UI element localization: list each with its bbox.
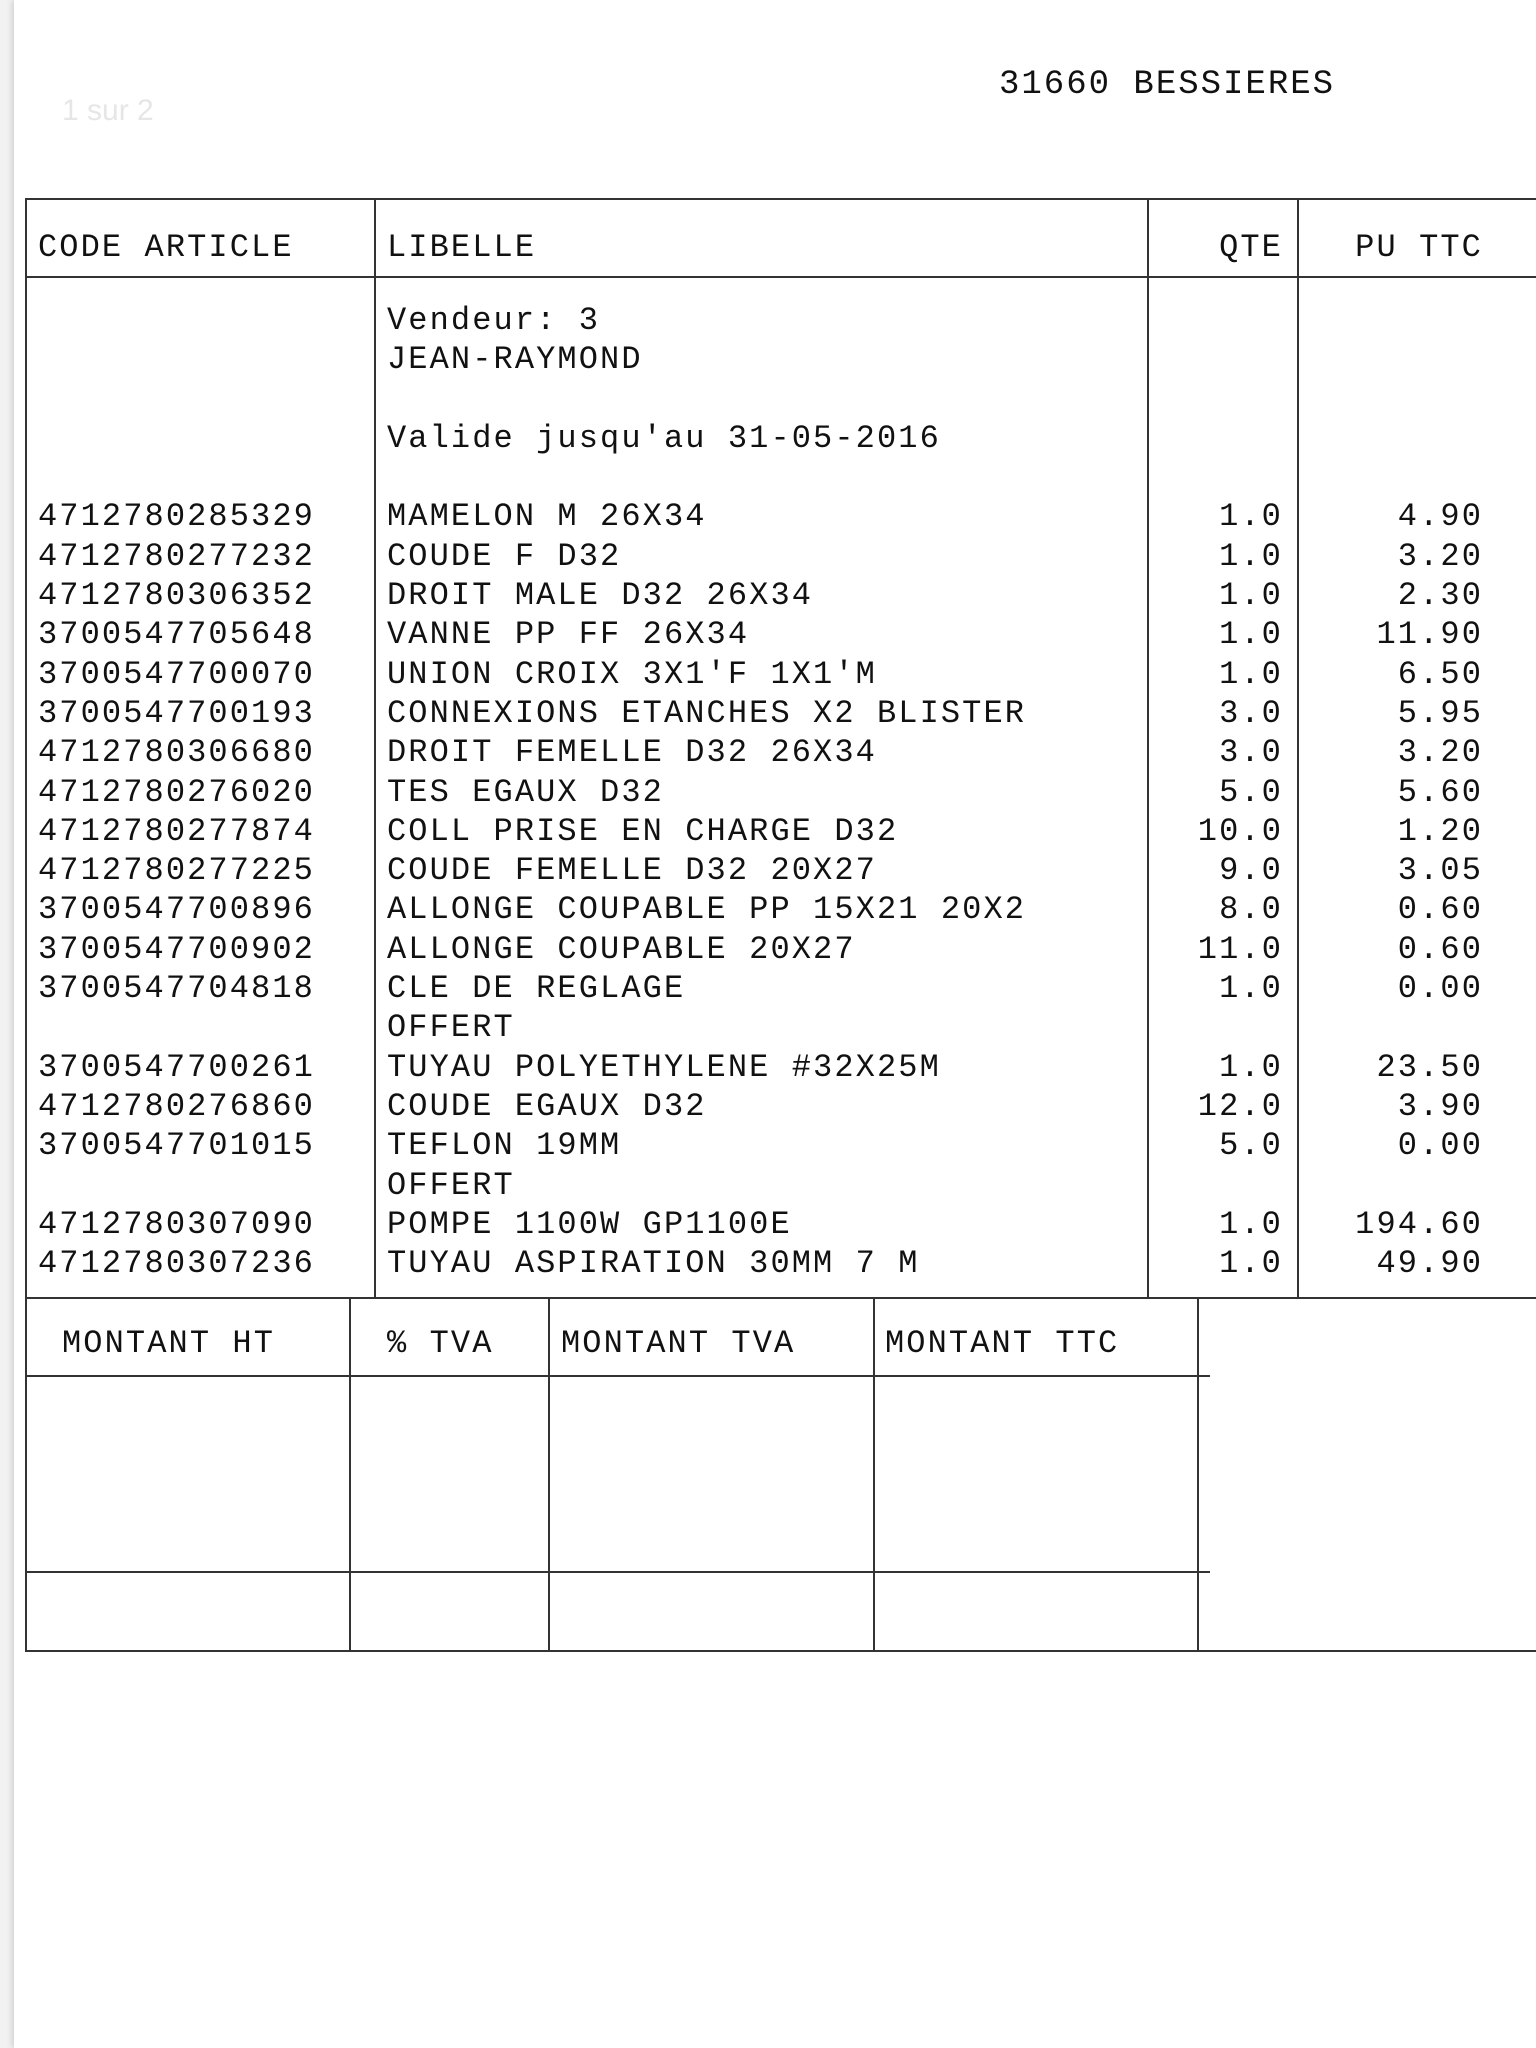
header-qte: QTE: [1219, 229, 1283, 266]
cell-qte: 10.0: [1197, 812, 1283, 850]
cell-qte: [1147, 340, 1283, 379]
cell-libelle: COUDE FEMELLE D32 20X27: [387, 852, 877, 890]
cell-libelle: TUYAU POLYETHYLENE #32X25M: [387, 1048, 941, 1086]
cell-libelle: CLE DE REGLAGE: [387, 970, 686, 1008]
cell-code-article: [38, 458, 315, 497]
cell-code-article: 3700547700902: [38, 930, 315, 968]
cell-libelle: TEFLON 19MM: [387, 1127, 622, 1165]
address-line: 31660 BESSIERES: [999, 66, 1336, 104]
cell-code-article: 4712780307236: [38, 1245, 315, 1283]
cell-libelle: DROIT MALE D32 26X34: [387, 577, 814, 615]
cell-pu-ttc: 5.60: [1397, 773, 1483, 811]
column-code-article: [38, 301, 315, 1283]
cell-qte: [1147, 458, 1283, 497]
cell-libelle: COLL PRISE EN CHARGE D32: [387, 812, 899, 850]
cell-pu-ttc: [1297, 458, 1483, 497]
cell-qte: 1.0: [1219, 655, 1283, 693]
cell-code-article: 4712780277225: [38, 852, 315, 890]
cell-qte: 3.0: [1219, 694, 1283, 732]
cell-libelle: POMPE 1100W GP1100E: [387, 1205, 792, 1243]
cell-pu-ttc: 23.50: [1376, 1048, 1483, 1086]
cell-pu-ttc: 5.95: [1397, 694, 1483, 732]
totals-row-separator: [25, 1571, 1210, 1573]
cell-code-article: 3700547700193: [38, 694, 315, 732]
page-indicator: 1 sur 2: [62, 94, 154, 127]
cell-code-article: 4712780276860: [38, 1087, 315, 1125]
cell-libelle: OFFERT: [387, 1166, 515, 1204]
cell-pu-ttc: 0.60: [1397, 930, 1483, 968]
cell-qte: 3.0: [1219, 734, 1283, 772]
cell-libelle: [387, 380, 1026, 419]
cell-pu-ttc: 3.05: [1397, 852, 1483, 890]
cell-code-article: 3700547705648: [38, 616, 315, 654]
cell-libelle: Vendeur: 3: [387, 302, 601, 339]
totals-bottom-border: [25, 1650, 1536, 1652]
cell-qte: 1.0: [1219, 1048, 1283, 1086]
cell-code-article: [38, 1166, 315, 1205]
cell-code-article: 3700547700261: [38, 1048, 315, 1086]
cell-pu-ttc: [1297, 1166, 1483, 1205]
cell-code-article: 4712780307090: [38, 1205, 315, 1243]
cell-pu-ttc: 11.90: [1376, 616, 1483, 654]
header-code-article: CODE ARTICLE: [38, 229, 294, 266]
cell-pu-ttc: 4.90: [1397, 498, 1483, 536]
cell-qte: 1.0: [1219, 970, 1283, 1008]
cell-pu-ttc: 3.20: [1397, 537, 1483, 575]
cell-qte: [1147, 301, 1283, 340]
cell-code-article: [38, 340, 315, 379]
cell-code-article: 3700547704818: [38, 970, 315, 1008]
cell-pu-ttc: 194.60: [1355, 1205, 1483, 1243]
cell-qte: 1.0: [1219, 498, 1283, 536]
document-page: [14, 0, 1536, 2048]
cell-code-article: 3700547701015: [38, 1127, 315, 1165]
cell-qte: 11.0: [1197, 930, 1283, 968]
cell-qte: 1.0: [1219, 577, 1283, 615]
totals-divider-2: [548, 1297, 550, 1650]
cell-libelle: [387, 458, 1026, 497]
cell-qte: [1147, 419, 1283, 458]
cell-pu-ttc: 1.20: [1397, 812, 1483, 850]
cell-qte: [1147, 380, 1283, 419]
cell-code-article: 4712780276020: [38, 773, 315, 811]
cell-libelle: VANNE PP FF 26X34: [387, 616, 750, 654]
cell-qte: 1.0: [1219, 537, 1283, 575]
cell-code-article: [38, 1008, 315, 1047]
header-pu-ttc: PU TTC: [1355, 229, 1483, 266]
cell-qte: 5.0: [1219, 773, 1283, 811]
cell-libelle: MAMELON M 26X34: [387, 498, 707, 536]
table-left-border: [25, 198, 27, 1650]
totals-divider-3: [873, 1297, 875, 1650]
cell-qte: 1.0: [1219, 1205, 1283, 1243]
table-bottom-border: [25, 1297, 1536, 1299]
cell-code-article: 3700547700070: [38, 655, 315, 693]
cell-code-article: 4712780306352: [38, 577, 315, 615]
column-libelle: [387, 301, 1026, 1283]
cell-libelle: JEAN-RAYMOND: [387, 341, 643, 379]
cell-libelle: TUYAU ASPIRATION 30MM 7 M: [387, 1245, 920, 1283]
cell-pu-ttc: [1297, 419, 1483, 458]
table-header-separator: [25, 276, 1536, 278]
cell-qte: 5.0: [1219, 1127, 1283, 1165]
cell-libelle: COUDE F D32: [387, 537, 622, 575]
cell-qte: [1147, 1166, 1283, 1205]
cell-libelle: ALLONGE COUPABLE 20X27: [387, 930, 856, 968]
cell-libelle: UNION CROIX 3X1'F 1X1'M: [387, 655, 877, 693]
cell-code-article: 4712780277232: [38, 537, 315, 575]
table-top-border: [25, 198, 1536, 200]
column-divider-code: [374, 198, 376, 1297]
cell-code-article: [38, 380, 315, 419]
cell-pu-ttc: 2.30: [1397, 577, 1483, 615]
totals-header-separator: [25, 1375, 1210, 1377]
cell-libelle: TES EGAUX D32: [387, 773, 664, 811]
cell-code-article: [38, 419, 315, 458]
cell-code-article: 4712780285329: [38, 498, 315, 536]
cell-code-article: [38, 301, 315, 340]
cell-pu-ttc: [1297, 380, 1483, 419]
column-pu-ttc: [1297, 301, 1483, 1283]
cell-qte: [1147, 1008, 1283, 1047]
cell-qte: 8.0: [1219, 891, 1283, 929]
cell-pu-ttc: [1297, 1008, 1483, 1047]
cell-pu-ttc: [1297, 340, 1483, 379]
cell-pu-ttc: 3.90: [1397, 1087, 1483, 1125]
cell-code-article: 4712780277874: [38, 812, 315, 850]
cell-pu-ttc: 6.50: [1397, 655, 1483, 693]
cell-libelle: COUDE EGAUX D32: [387, 1087, 707, 1125]
cell-libelle: OFFERT: [387, 1009, 515, 1047]
cell-pu-ttc: [1297, 301, 1483, 340]
column-qte: [1147, 301, 1283, 1283]
cell-libelle: DROIT FEMELLE D32 26X34: [387, 734, 877, 772]
cell-pu-ttc: 3.20: [1397, 734, 1483, 772]
cell-pu-ttc: 49.90: [1376, 1245, 1483, 1283]
totals-header-tva-pct: % TVA: [387, 1325, 494, 1362]
cell-pu-ttc: 0.00: [1397, 1127, 1483, 1165]
cell-code-article: 4712780306680: [38, 734, 315, 772]
cell-qte: 9.0: [1219, 852, 1283, 890]
totals-header-montant-ttc: MONTANT TTC: [885, 1325, 1120, 1362]
totals-divider-4: [1197, 1297, 1199, 1650]
header-libelle: LIBELLE: [387, 229, 537, 266]
cell-qte: 12.0: [1197, 1087, 1283, 1125]
cell-pu-ttc: 0.00: [1397, 970, 1483, 1008]
cell-libelle: CONNEXIONS ETANCHES X2 BLISTER: [387, 694, 1027, 732]
cell-libelle: ALLONGE COUPABLE PP 15X21 20X2: [387, 891, 1027, 929]
totals-divider-1: [349, 1297, 351, 1650]
partial-column-edge: [1497, 276, 1536, 278]
cell-pu-ttc: 0.60: [1397, 891, 1483, 929]
cell-qte: 1.0: [1219, 616, 1283, 654]
cell-code-article: 3700547700896: [38, 891, 315, 929]
totals-header-montant-tva: MONTANT TVA: [561, 1325, 796, 1362]
totals-header-montant-ht: MONTANT HT: [62, 1325, 276, 1362]
cell-qte: 1.0: [1219, 1245, 1283, 1283]
cell-libelle: Valide jusqu'au 31-05-2016: [387, 419, 941, 457]
